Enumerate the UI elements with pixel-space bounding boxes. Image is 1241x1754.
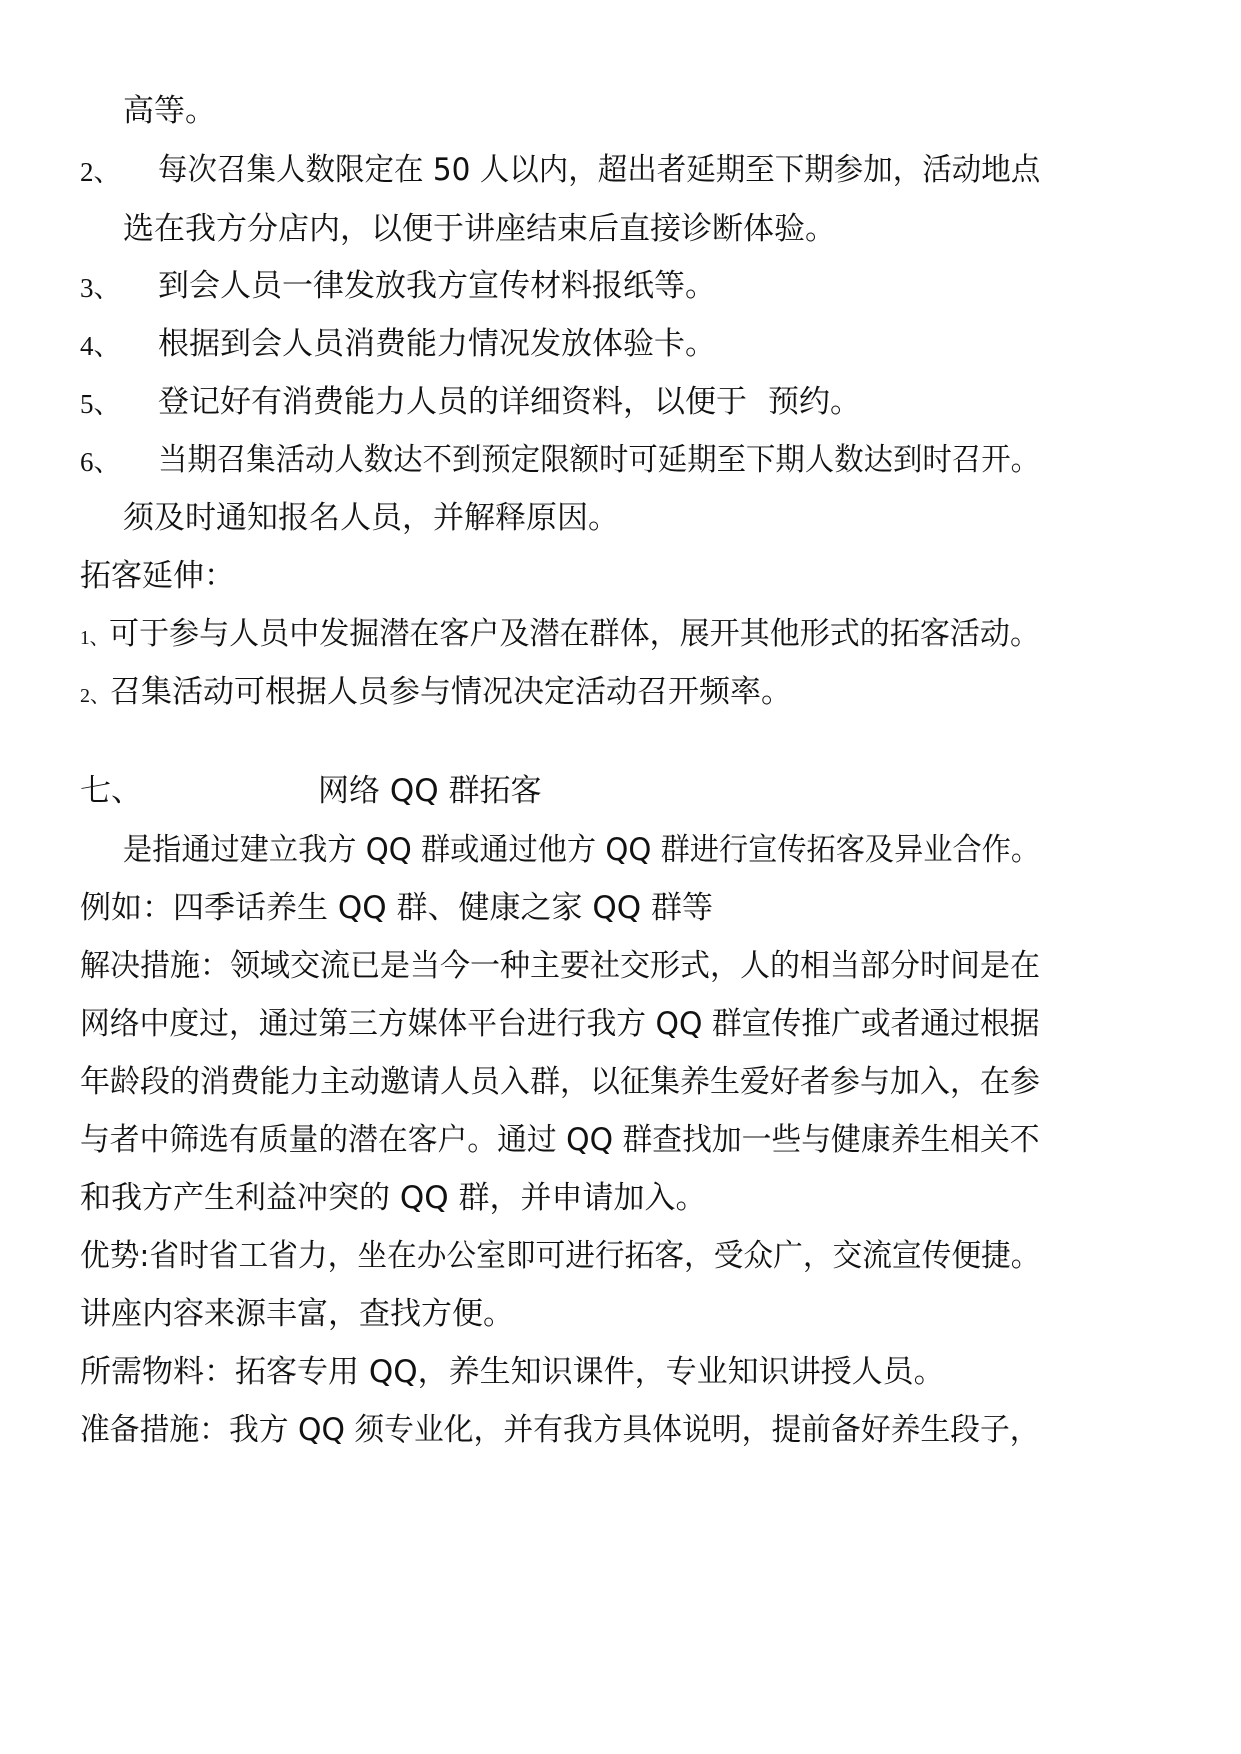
paragraph-line: 是指通过建立我方 QQ 群或通过他方 QQ 群进行宣传拓客及异业合作。 — [123, 832, 1041, 868]
paragraph-line: 解决措施：领域交流已是当今一种主要社交形式，人的相当部分时间是在 — [80, 948, 1040, 984]
list-item-continuation: 须及时通知报名人员，并解释原因。 — [123, 500, 619, 536]
paragraph-line: 讲座内容来源丰富，查找方便。 — [80, 1296, 514, 1332]
list-item-text-tail: 预约。 — [768, 384, 861, 420]
paragraph-line: 所需物料：拓客专用 QQ，养生知识课件，专业知识讲授人员。 — [80, 1354, 945, 1390]
section-number: 七、 — [80, 773, 142, 809]
list-item-text: 每次召集人数限定在 50 人以内，超出者延期至下期参加，活动地点 — [158, 152, 1041, 188]
sublist-text: 召集活动可根据人员参与情况决定活动召开频率。 — [110, 674, 792, 710]
list-item-text: 登记好有消费能力人员的详细资料，以便于 — [158, 384, 747, 420]
sublist-text: 可于参与人员中发掘潜在客户及潜在群体，展开其他形式的拓客活动。 — [109, 616, 1040, 652]
subheading: 拓客延伸： — [80, 558, 235, 594]
list-item-text: 当期召集活动人数达不到预定限额时可延期至下期人数达到时召开。 — [158, 442, 1041, 478]
paragraph-line: 网络中度过，通过第三方媒体平台进行我方 QQ 群宣传推广或者通过根据 — [80, 1006, 1040, 1042]
list-item-text: 根据到会人员消费能力情况发放体验卡。 — [158, 326, 716, 362]
list-number: 3、 — [80, 273, 121, 303]
section-title: 网络 QQ 群拓客 — [318, 773, 542, 809]
list-item-text: 到会人员一律发放我方宣传材料报纸等。 — [158, 268, 716, 304]
paragraph-line: 年龄段的消费能力主动邀请人员入群，以征集养生爱好者参与加入，在参 — [80, 1064, 1040, 1100]
list-item-continuation: 选在我方分店内，以便于讲座结束后直接诊断体验。 — [123, 211, 836, 247]
paragraph-line: 优势:省时省工省力，坐在办公室即可进行拓客，受众广，交流宣传便捷。 — [80, 1238, 1041, 1274]
paragraph-line: 准备措施：我方 QQ 须专业化，并有我方具体说明，提前备好养生段子， — [80, 1412, 1040, 1448]
text-line: 高等。 — [123, 93, 216, 129]
paragraph-line: 例如：四季话养生 QQ 群、健康之家 QQ 群等 — [80, 890, 714, 926]
sublist-number: 2、 — [80, 685, 110, 707]
sublist-number: 1、 — [80, 627, 110, 649]
list-number: 4、 — [80, 331, 121, 361]
sublist-item — [80, 614, 1040, 658]
list-number: 2、 — [80, 157, 121, 187]
paragraph-line: 与者中筛选有质量的潜在客户。通过 QQ 群查找加一些与健康养生相关不 — [80, 1122, 1040, 1158]
paragraph-line: 和我方产生利益冲突的 QQ 群，并申请加入。 — [80, 1180, 707, 1216]
list-number: 5、 — [80, 389, 121, 419]
list-number: 6、 — [80, 447, 121, 477]
sublist-item — [80, 672, 792, 716]
